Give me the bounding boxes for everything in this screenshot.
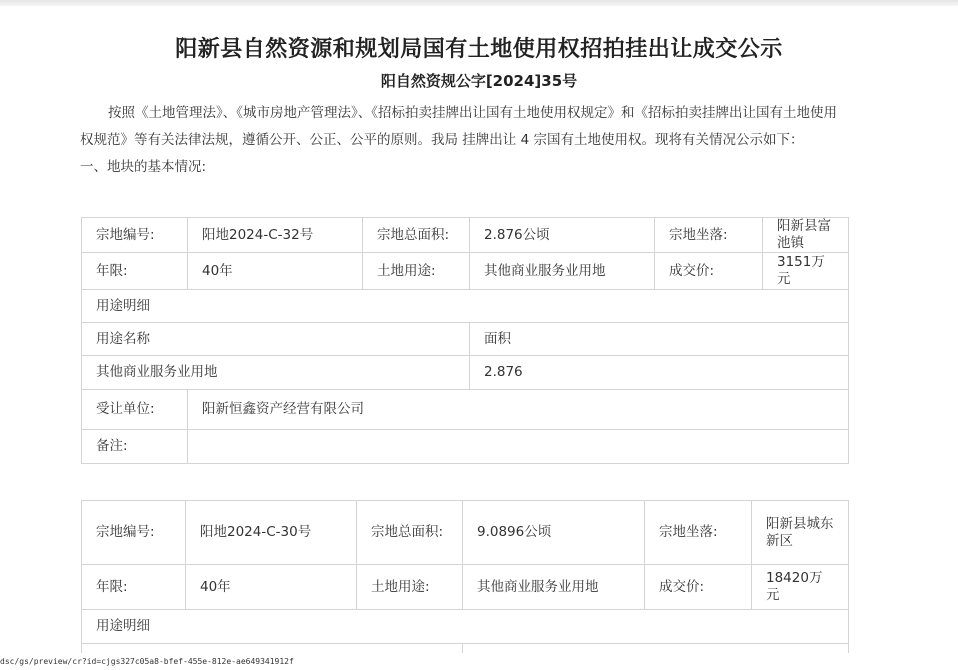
term-label: 年限: [82,253,188,290]
location-label: 宗地坐落: [655,218,763,253]
table-row [82,356,849,390]
status-url: dsc/gs/preview/cr?id=cjgs327c05a8-bfef-455e-812e-ae649341912f [0,653,958,670]
transferee-value: 阳新恒鑫资产经营有限公司 [188,390,849,430]
table-row [82,430,849,464]
location-label: 宗地坐落: [645,501,752,565]
document-number: 阳自然资规公字[2024]35号 [380,72,578,90]
area-label: 宗地总面积: [357,501,463,565]
use-name-header: 用途名称 [82,323,470,356]
parcel-location: 阳新县城东新区 [752,501,849,565]
remark-label: 备注: [82,430,188,464]
use-label: 土地用途: [357,565,463,610]
parcel-number: 阳地2024-C-30号 [186,501,357,565]
parcel-use: 其他商业服务业用地 [470,253,655,290]
parcel-use: 其他商业服务业用地 [463,565,645,610]
parcel-table [81,500,849,664]
section-heading: 一、地块的基本情况: [80,159,207,175]
table-row [82,501,849,565]
number-label: 宗地编号: [82,501,186,565]
table-row [82,610,849,644]
parcel-area: 9.0896公顷 [463,501,645,565]
parcel-price: 18420万元 [752,565,849,610]
use-area-value: 2.876 [470,356,849,390]
use-detail-label: 用途明细 [82,290,849,323]
table-row [82,218,849,253]
price-label: 成交价: [645,565,752,610]
table-row [82,323,849,356]
parcel-table [81,217,849,464]
parcel-location: 阳新县富池镇 [763,218,849,253]
term-label: 年限: [82,565,186,610]
table-row [82,290,849,323]
parcel-area: 2.876公顷 [470,218,655,253]
parcel-term: 40年 [186,565,357,610]
table-row [82,565,849,610]
use-name-value: 其他商业服务业用地 [82,356,470,390]
parcel-number: 阳地2024-C-32号 [188,218,363,253]
parcel-term: 40年 [188,253,363,290]
page-title: 阳新县自然资源和规划局国有土地使用权招拍挂出让成交公示 [175,37,783,62]
top-shadow-bar [0,0,958,6]
transferee-label: 受让单位: [82,390,188,430]
remark-value [188,430,849,464]
use-label: 土地用途: [363,253,470,290]
area-label: 宗地总面积: [363,218,470,253]
number-label: 宗地编号: [82,218,188,253]
intro-paragraph: 按照《土地管理法》、《城市房地产管理法》、《招标拍卖挂牌出让国有土地使用权规定》和《招标拍卖挂牌出让国有土地使用权规范》等有关法律法规，遵循公开、公正、公平的原则。我局 挂牌出让 4 宗国有土地使用权。现将有关情况公示如下： [80,105,837,148]
area-header: 面积 [470,323,849,356]
intro-text [80,100,850,181]
use-detail-label: 用途明细 [82,610,849,644]
price-label: 成交价: [655,253,763,290]
table-row [82,390,849,430]
table-row [82,253,849,290]
parcel-price: 3151万元 [763,253,849,290]
